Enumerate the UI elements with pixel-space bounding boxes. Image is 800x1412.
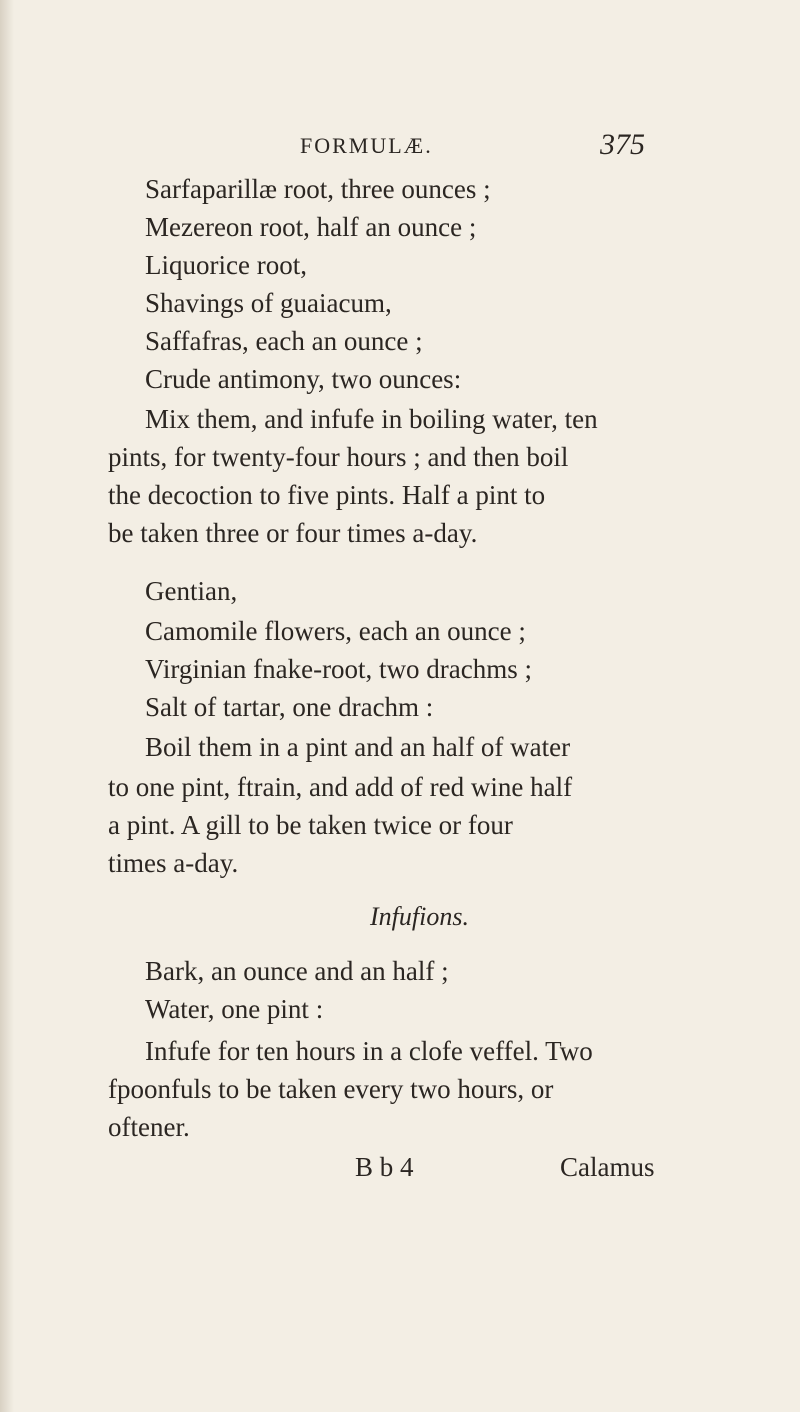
section-heading: Infufions. [370, 902, 469, 931]
directions-line: pints, for twenty-four hours ; and then boil [108, 442, 569, 472]
ingredient-line: Virginian fnake-root, two drachms ; [145, 654, 533, 684]
directions-line: to one pint, ftrain, and add of red wine half [108, 772, 573, 802]
directions-line: fpoonfuls to be taken every two hours, or [108, 1074, 554, 1104]
page-number: 375 [600, 128, 645, 161]
directions-line: the decoction to five pints. Half a pint to [108, 480, 546, 510]
ingredient-line: Sarfaparillæ root, three ounces ; [145, 174, 491, 204]
ingredient-line: Crude antimony, two ounces: [145, 364, 462, 394]
directions-line: be taken three or four times a-day. [108, 518, 478, 548]
ingredient-line: Saffafras, each an ounce ; [145, 326, 423, 356]
ingredient-line: Mezereon root, half an ounce ; [145, 212, 477, 242]
directions-line: times a-day. [108, 848, 239, 878]
directions-line: Mix them, and infufe in boiling water, ten [145, 404, 598, 434]
directions-line: Infufe for ten hours in a clofe veffel. Two [145, 1036, 593, 1066]
ingredient-line: Water, one pint : [145, 994, 324, 1024]
ingredient-line: Salt of tartar, one drachm : [145, 692, 434, 722]
ingredient-line: Camomile flowers, each an ounce ; [145, 616, 526, 646]
running-title: FORMULÆ. [300, 133, 433, 158]
directions-line: oftener. [108, 1112, 190, 1142]
catchword: Calamus [560, 1152, 655, 1182]
directions-line: Boil them in a pint and an half of water [145, 732, 571, 762]
ingredient-line: Shavings of guaiacum, [145, 288, 392, 318]
ingredient-line: Gentian, [145, 576, 238, 606]
ingredient-line: Liquorice root, [145, 250, 307, 280]
ingredient-line: Bark, an ounce and an half ; [145, 956, 449, 986]
directions-line: a pint. A gill to be taken twice or four [108, 810, 513, 840]
signature-mark: B b 4 [355, 1152, 414, 1182]
